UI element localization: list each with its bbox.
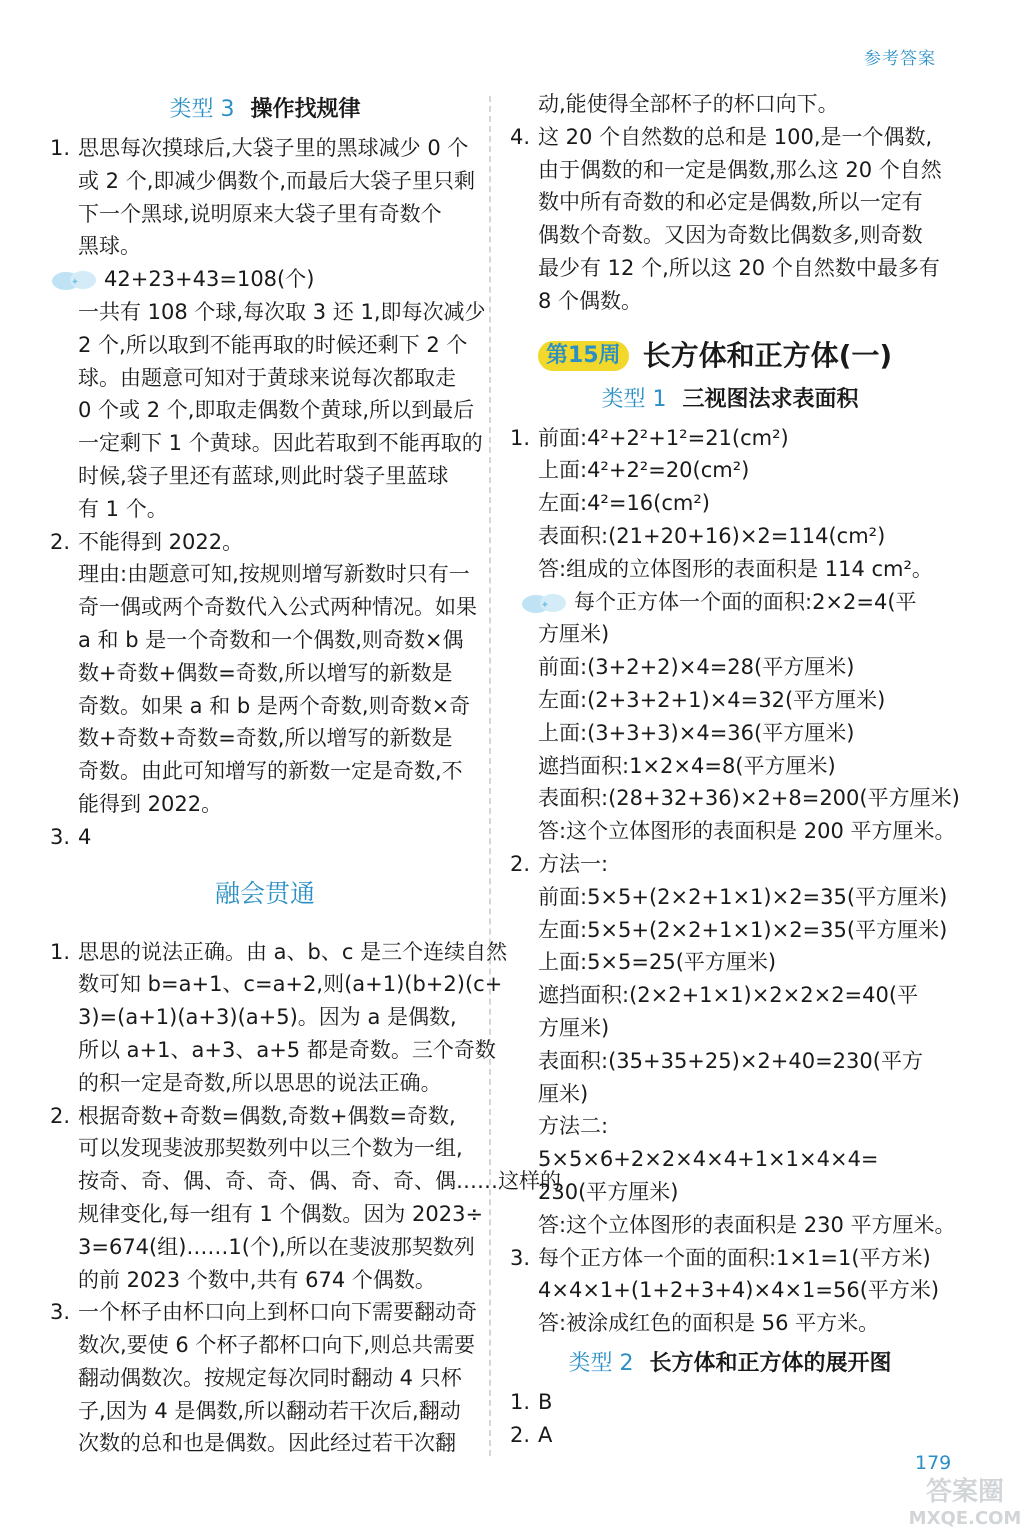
r1-line-3: 所以 a+1、a+3、a+5 都是奇数。三个奇数 — [78, 1037, 496, 1062]
type1-text: 三视图法求表面积 — [682, 386, 859, 412]
type2-text: 长方体和正方体的展开图 — [649, 1350, 892, 1376]
hint-line-0: 一共有 108 个球,每次取 3 还 1,即每次减少 — [78, 299, 486, 324]
type3-title — [50, 94, 480, 126]
type1-tag: 类型 1 — [601, 386, 667, 412]
r2-line-1: 可以发现斐波那契数列中以三个数为一组, — [78, 1136, 463, 1161]
q2-line-1: 奇一偶或两个奇数代入公式两种情况。如果 — [78, 595, 477, 620]
r4-line-3: 偶数个奇数。又因为奇数比偶数多,则奇数 — [538, 223, 923, 248]
svg-text:✦: ✦ — [540, 599, 550, 611]
a1-line-3: 表面积:(21+20+16)×2=114(cm²) — [538, 523, 886, 548]
q2-line: 2. 不能得到 2022。 — [50, 526, 480, 559]
a2-line-10: 230(平方厘米) — [538, 1179, 679, 1204]
answer-1 — [510, 422, 950, 586]
r4-line-1: 由于偶数的和一定是偶数,那么这 20 个自然 — [538, 157, 942, 182]
a1-hint-0: 方厘米) — [538, 622, 610, 647]
r3-line-3: 子,因为 4 是偶数,所以翻动若干次后,翻动 — [78, 1398, 461, 1423]
r3-line-1: 数次,要使 6 个杯子都杯口向下,则总共需要 — [78, 1333, 476, 1358]
hint-line-3: 0 个或 2 个,即取走偶数个黄球,所以到最后 — [78, 398, 475, 423]
r1-line-1: 数可知 b=a+1、c=a+2,则(a+1)(b+2)(c+ — [78, 972, 503, 997]
review-2 — [50, 1100, 561, 1297]
q2-line-3: 数+奇数+偶数=奇数,所以增写的新数是 — [78, 660, 453, 685]
b2-number: 2. — [510, 1422, 531, 1447]
r3-line-2: 翻动偶数次。按规定每次同时翻动 4 只杯 — [78, 1365, 462, 1390]
question-3 — [50, 821, 480, 854]
a1-line-4: 答:组成的立体图形的表面积是 114 cm²。 — [538, 556, 933, 581]
a1-hint-line — [510, 586, 950, 619]
q3-number: 3. — [50, 824, 71, 849]
type3-text: 操作找规律 — [250, 97, 361, 122]
q3-line: 3. 4 — [50, 821, 480, 854]
q1-line-3: 黑球。 — [78, 234, 141, 259]
a3-line-0: 3. 每个正方体一个面的面积:1×1=1(平方米) — [510, 1242, 950, 1275]
a1-line-2: 左面:4²=16(cm²) — [538, 491, 710, 516]
question-2 — [50, 526, 480, 821]
hint-line-5: 时候,袋子里还有蓝球,则此时袋子里蓝球 — [78, 463, 449, 488]
week-title: 长方体和正方体(一) — [642, 338, 893, 372]
a2-line-5: 方厘米) — [538, 1015, 610, 1040]
answer-2 — [510, 848, 956, 1242]
q2-line-2: a 和 b 是一个奇数和一个偶数,则奇数×偶 — [78, 627, 464, 652]
type1-title — [510, 384, 950, 416]
r4-line-5: 8 个偶数。 — [538, 288, 643, 313]
section-heading-ronghui: 融会贯通 — [214, 878, 315, 908]
hint-line-1: 2 个,所以取到不能再取的时候还剩下 2 个 — [78, 332, 468, 357]
hint-line-2: 球。由题意可知对于黄球来说每次都取走 — [78, 365, 456, 390]
a1-number: 1. — [510, 425, 531, 450]
r2-line-0: 2. 根据奇数+奇数=偶数,奇数+偶数=奇数, — [50, 1100, 480, 1133]
a1-hint-2: 左面:(2+3+2+1)×4=32(平方厘米) — [538, 687, 886, 712]
page-number: 179 — [915, 1452, 952, 1474]
week-heading — [510, 336, 950, 376]
right-column — [510, 88, 960, 1451]
a2-line-7: 厘米) — [538, 1081, 589, 1106]
q1-line-2: 下一个黑球,说明原来大袋子里有奇数个 — [78, 201, 442, 226]
a2-number: 2. — [510, 851, 531, 876]
question-1 — [50, 132, 480, 263]
r4-number: 4. — [510, 124, 531, 149]
week-badge: 第15周 — [538, 341, 629, 371]
a1-hint-4: 遮挡面积:1×2×4=8(平方厘米) — [538, 753, 836, 778]
q2-line-0: 理由:由题意可知,按规则增写新数时只有一 — [78, 562, 470, 587]
a1-line-1: 上面:4²+2²=20(cm²) — [538, 458, 750, 483]
r2-line-2: 按奇、奇、偶、奇、奇、偶、奇、奇、偶……这样的 — [78, 1169, 561, 1194]
r1-line-4: 的积一定是奇数,所以思思的说法正确。 — [78, 1070, 442, 1095]
review-4 — [510, 121, 950, 318]
r2-number: 2. — [50, 1103, 71, 1128]
q1-line-1: 或 2 个,即减少偶数个,而最后大袋子里只剩 — [78, 168, 476, 193]
type2-title — [510, 1348, 950, 1380]
watermark-logo — [905, 1470, 1025, 1532]
answer-3 — [510, 1242, 950, 1340]
r3-number: 3. — [50, 1300, 71, 1325]
hint-cloud-icon — [50, 269, 100, 291]
r1-number: 1. — [50, 939, 71, 964]
hint-line — [50, 263, 480, 296]
a1-hint-5: 表面积:(28+32+36)×2+8=200(平方厘米) — [538, 786, 960, 811]
a1-hint-6: 答:这个立体图形的表面积是 200 平方厘米。 — [538, 819, 956, 844]
a2-line-11: 答:这个立体图形的表面积是 230 平方厘米。 — [538, 1212, 956, 1237]
a3-line-2: 答:被涂成红色的面积是 56 平方米。 — [538, 1311, 880, 1336]
q2-line-5: 数+奇数+奇数=奇数,所以增写的新数是 — [78, 726, 453, 751]
r4-line-4: 最少有 12 个,所以这 20 个自然数中最多有 — [538, 255, 940, 280]
r2-line-3: 规律变化,每一组有 1 个偶数。因为 2023÷ — [78, 1201, 484, 1226]
a2-line-2: 左面:5×5+(2×2+1×1)×2=35(平方厘米) — [538, 917, 948, 942]
q2-number: 2. — [50, 529, 71, 554]
page-header-title: 参考答案 — [864, 49, 936, 69]
b1-number: 1. — [510, 1389, 531, 1414]
r3-line-4: 次数的总和也是偶数。因此经过若干次翻 — [78, 1431, 456, 1456]
a2-line-4: 遮挡面积:(2×2+1×1)×2×2×2=40(平 — [538, 983, 919, 1008]
q2-line-4: 奇数。如果 a 和 b 是两个奇数,则奇数×奇 — [78, 693, 471, 718]
a3-number: 3. — [510, 1245, 531, 1270]
a3-line-1: 4×4×1+(1+2+3+4)×4×1=56(平方米) — [538, 1278, 940, 1303]
hint-cloud-icon — [520, 592, 570, 614]
a2-line-1: 前面:5×5+(2×2+1×1)×2=35(平方厘米) — [538, 884, 948, 909]
hint-line-6: 有 1 个。 — [78, 496, 168, 521]
hint-block-1 — [50, 263, 486, 525]
hint-text: 42+23+43=108(个) — [104, 267, 315, 292]
type2-tag: 类型 2 — [568, 1350, 634, 1376]
q1-number: 1. — [50, 136, 71, 160]
hint-line-4: 一定剩下 1 个黄球。因此若取到不能再取的 — [78, 431, 483, 456]
a2-line-3: 上面:5×5=25(平方厘米) — [538, 950, 777, 975]
svg-text:✦: ✦ — [70, 277, 80, 289]
column-divider — [489, 96, 491, 1456]
r2-line-4: 3=674(组)……1(个),所以在斐波那契数列 — [78, 1234, 475, 1259]
r3-continuation: 动,能使得全部杯子的杯口向下。 — [538, 92, 839, 116]
a1-hint-3: 上面:(3+3+3)×4=36(平方厘米) — [538, 720, 855, 745]
q2-line-6: 奇数。由此可知增写的新数一定是奇数,不 — [78, 759, 463, 784]
review-1 — [50, 936, 508, 1100]
a2-line-9: 5×5×6+2×2×4×4+1×1×4×4= — [538, 1147, 879, 1172]
a1-hint-1: 前面:(3+2+2)×4=28(平方厘米) — [538, 655, 855, 680]
r4-line-0: 4. 这 20 个自然数的总和是 100,是一个偶数, — [510, 121, 950, 154]
hint-block-2 — [510, 586, 960, 848]
a1-hint-text: 每个正方体一个面的面积:2×2=4(平 — [574, 589, 917, 614]
r3-line-0: 3. 一个杯子由杯口向上到杯口向下需要翻动奇 — [50, 1296, 480, 1329]
q2-line-7: 能得到 2022。 — [78, 791, 223, 816]
a2-line-0: 2. 方法一: — [510, 848, 950, 881]
review-3 — [50, 1296, 480, 1460]
a1-line-0: 1. 前面:4²+2²+1²=21(cm²) — [510, 422, 950, 455]
svg-text:MXQE.COM: MXQE.COM — [908, 1508, 1022, 1529]
a2-line-8: 方法二: — [538, 1114, 609, 1139]
b2-line: 2. A — [510, 1419, 950, 1452]
b1-line: 1. B — [510, 1386, 950, 1419]
r4-line-2: 数中所有奇数的和必定是偶数,所以一定有 — [538, 190, 923, 215]
r1-line-0: 1. 思思的说法正确。由 a、b、c 是三个连续自然 — [50, 936, 480, 969]
svg-text:答案圈: 答案圈 — [925, 1477, 1005, 1507]
r1-line-2: 3)=(a+1)(a+3)(a+5)。因为 a 是偶数, — [78, 1005, 457, 1030]
r2-line-5: 的前 2023 个数中,共有 674 个偶数。 — [78, 1267, 436, 1292]
q1-line-0: 1. 思思每次摸球后,大袋子里的黑球减少 0 个 — [50, 132, 480, 165]
type3-tag: 类型 3 — [169, 97, 235, 122]
a2-line-6: 表面积:(35+35+25)×2+40=230(平方 — [538, 1048, 923, 1073]
